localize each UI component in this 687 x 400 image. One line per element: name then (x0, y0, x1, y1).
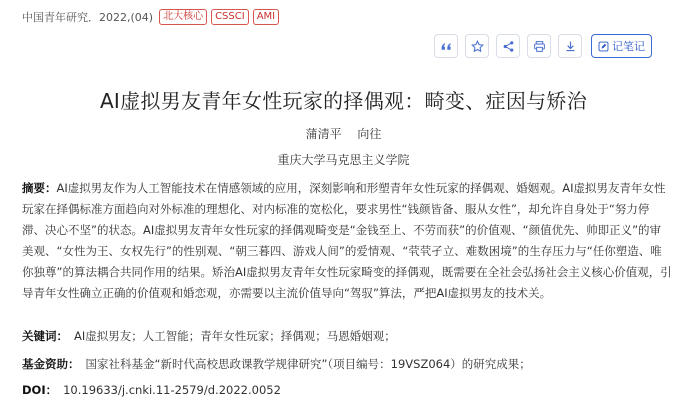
tag-ami: AMI (253, 9, 279, 25)
edit-note-icon (598, 41, 609, 52)
affiliation[interactable]: 重庆大学马克思主义学院 (277, 153, 410, 167)
share-icon (502, 40, 515, 53)
journal-info-bar (22, 8, 283, 26)
print-icon (533, 40, 546, 53)
download-icon (564, 40, 577, 53)
keywords-list[interactable]: AI虚拟男友；人工智能；青年女性玩家；择偶观；马恩婚姻观； (74, 329, 396, 343)
fund-row (22, 356, 531, 372)
abstract-section (22, 178, 672, 304)
doi-label: DOI： (22, 383, 58, 397)
share-button[interactable] (496, 34, 520, 58)
author-name[interactable]: 向往 (357, 127, 382, 141)
star-icon (471, 40, 484, 53)
quote-button[interactable] (434, 34, 458, 58)
take-notes-button[interactable] (591, 34, 652, 58)
fund-label: 基金资助： (22, 357, 80, 371)
tag-cssci: CSSCI (211, 9, 249, 25)
tag-pku-core: 北大核心 (159, 9, 207, 25)
favorite-button[interactable] (465, 34, 489, 58)
abstract-text: AI虚拟男友作为人工智能技术在情感领域的应用，深刻影响和形塑青年女性玩家的择偶观、婚姻观。AI虚拟男友青年女性玩家在择偶标准方面趋向对外标准的理想化、对内标准的宽松化，要求男性“钱颜皆备、服从女性”，却允许自身处于“努力停滞、决心不坚”的状态。AI虚拟男友青年女性玩家的择偶观畸变是“金钱至上、不劳而获”的价值观、“颜值优先、帅即正义”的审美观、“女性为王、女权先行”的性别观、“朝三暮四、游戏人间”的爱情观、“茕茕孑立、难数困境”的生存压力与“任你塑造、唯你独尊”的算法耦合共同作用的结果。矫治AI虚拟男友青年女性玩家畸变的择偶观，既需要在全社会弘扬社会主义核心价值观，引导青年女性确立正确的价值观和婚恋观，亦需要以主流价值导向“驾驭”算法，严把AI虚拟男友的技术关。 (22, 181, 672, 300)
author-name[interactable]: 蒲清平 (305, 127, 342, 141)
author-list (0, 125, 687, 142)
abstract-label: 摘要： (22, 181, 57, 195)
journal-source[interactable]: 中国青年研究．2022,(04) (22, 11, 154, 24)
fund-text[interactable]: 国家社科基金“新时代高校思政课教学规律研究”（项目编号：19VSZ064）的研究成果； (85, 357, 531, 371)
doi-value[interactable]: 10.19633/j.cnki.11-2579/d.2022.0052 (63, 383, 281, 397)
keywords-label: 关键词： (22, 329, 68, 343)
quote-icon (440, 40, 453, 53)
take-notes-label: 记笔记 (612, 40, 645, 53)
keywords-row (22, 328, 396, 344)
doi-row (22, 382, 281, 398)
article-title: AI虚拟男友青年女性玩家的择偶观：畸变、症因与矫治 (99, 89, 588, 113)
article-toolbar (434, 34, 652, 58)
print-button[interactable] (527, 34, 551, 58)
download-button[interactable] (558, 34, 582, 58)
